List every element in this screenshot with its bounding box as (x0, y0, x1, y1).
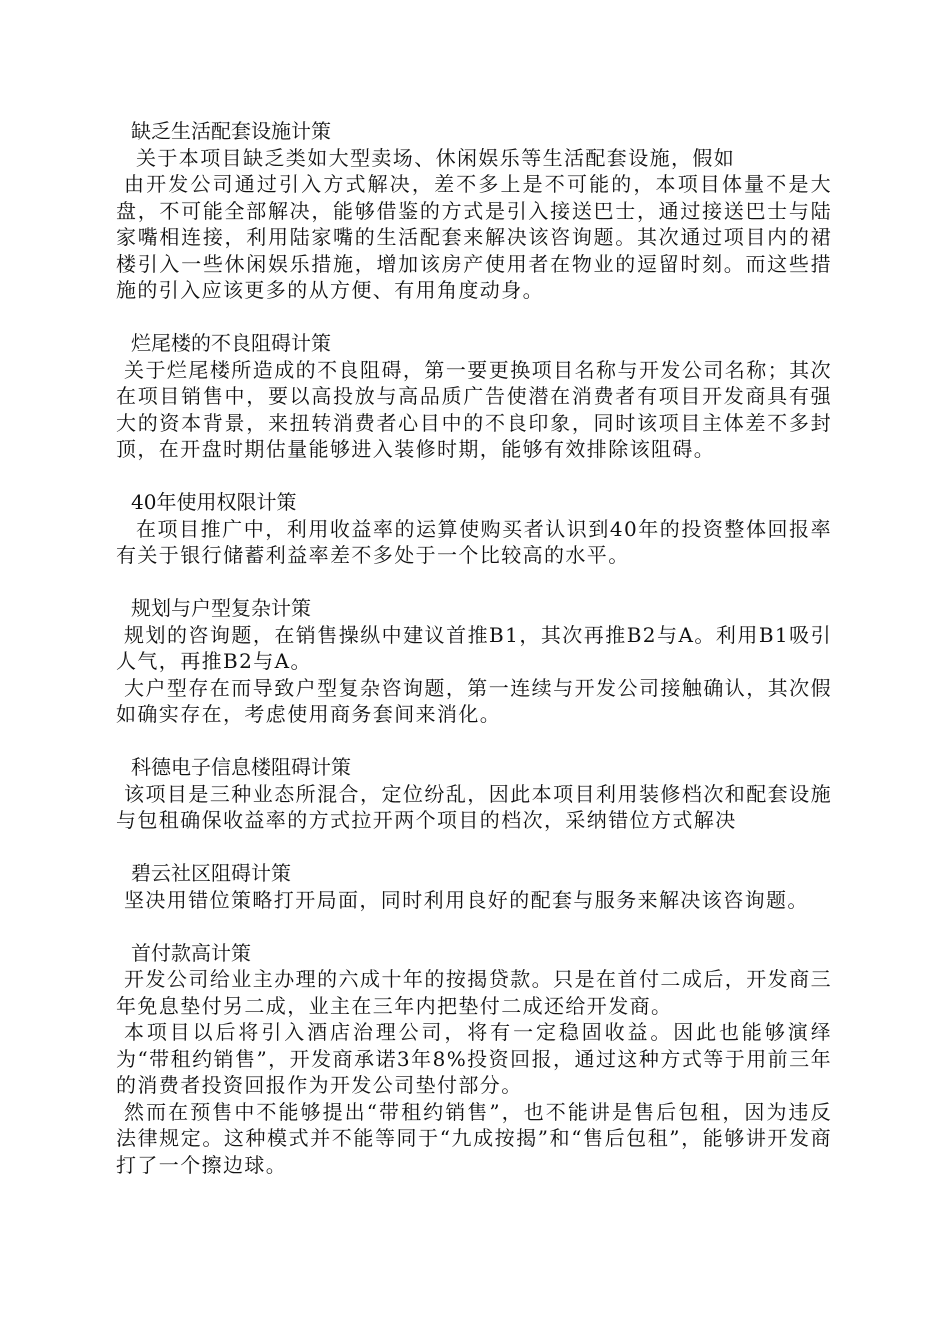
section-biyun-community (116, 860, 832, 913)
paragraph: 开发公司给业主办理的六成十年的按揭贷款。只是在首付二成后，开发商三年免息垫付另二成，业主在三年内把垫付二成还给开发商。 (116, 967, 832, 1018)
paragraph: 关于本项目缺乏类如大型卖场、休闲娱乐等生活配套设施，假如 (136, 145, 736, 170)
section-40-year-rights (116, 489, 832, 569)
section-heading: 首付款高计策 (131, 940, 251, 965)
paragraph: 大户型存在而导致户型复杂咨询题，第一连续与开发公司接触确认，其次假如确实存在，考虑使用商务套间来消化。 (116, 675, 832, 726)
paragraph: 然而在预售中不能够提出“带租约销售”，也不能讲是售后包租，因为违反法律规定。这种模式并不能等同于“九成按揭”和“售后包租”，能够讲开发商打了一个擦边球。 (116, 1099, 832, 1177)
paragraph: 坚决用错位策略打开局面，同时利用良好的配套与服务来解决该咨询题。 (124, 887, 809, 912)
section-lifestyle-facilities (116, 118, 832, 304)
section-heading: 40年使用权限计策 (131, 490, 297, 514)
section-kede-building (116, 754, 832, 834)
section-unfinished-building (116, 330, 832, 463)
paragraph: 本项目以后将引入酒店治理公司，将有一定稳固收益。因此也能够演绎为“带租约销售”，开发商承诺3年8%投资回报，通过这种方式等于用前三年的消费者投资回报作为开发公司垫付部分。 (116, 1020, 832, 1097)
section-heading: 缺乏生活配套设施计策 (131, 119, 331, 143)
paragraph: 关于烂尾楼所造成的不良阻碍，第一要更换项目名称与开发公司名称；其次在项目销售中，要以高投放与高品质广告使潜在消费者有项目开发商具有强大的资本背景，来扭转消费者心目中的不良印象，同时该项目主体差不多封顶，在开盘时期估量能够进入装修时期，能够有效排除该阻碍。 (116, 357, 832, 461)
section-heading: 规划与户型复杂计策 (131, 596, 311, 620)
paragraph: 在项目推广中，利用收益率的运算使购买者认识到40年的投资整体回报率有关于银行储蓄利益率差不多处于一个比较高的水平。 (116, 516, 832, 567)
section-down-payment (116, 940, 832, 1179)
document-page (116, 118, 832, 1205)
section-planning-layout (116, 595, 832, 728)
section-heading: 碧云社区阻碍计策 (131, 861, 291, 885)
paragraph: 由开发公司通过引入方式解决，差不多上是不可能的，本项目体量不是大盘，不可能全部解决，能够借鉴的方式是引入接送巴士，通过接送巴士与陆家嘴相连接，利用陆家嘴的生活配套来解决该咨询题。其次通过项目内的裙楼引入一些休闲娱乐措施，增加该房产使用者在物业的逗留时刻。而这些措施的引入应该更多的从方便、有用角度动身。 (116, 172, 832, 302)
section-heading: 烂尾楼的不良阻碍计策 (131, 331, 331, 355)
paragraph: 规划的咨询题，在销售操纵中建议首推B1，其次再推B2与A。利用B1吸引人气，再推B2与A。 (116, 622, 832, 673)
paragraph: 该项目是三种业态所混合，定位纷乱，因此本项目利用装修档次和配套设施与包租确保收益率的方式拉开两个项目的档次，采纳错位方式解决 (116, 781, 832, 832)
section-heading: 科德电子信息楼阻碍计策 (131, 755, 351, 779)
